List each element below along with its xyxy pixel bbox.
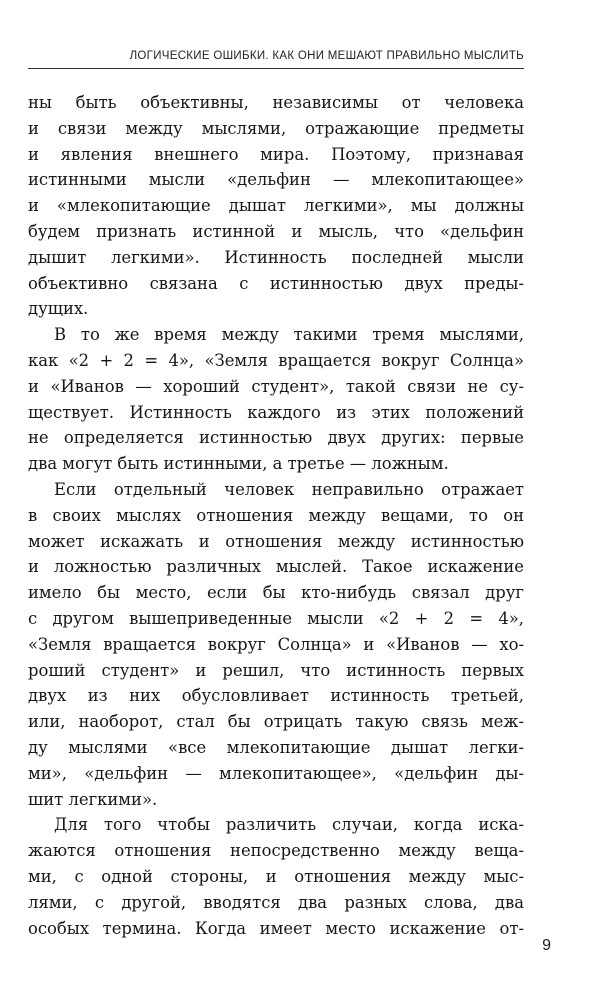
text-line: будем признать истинной и мысль, что «дельфин bbox=[28, 221, 524, 241]
running-header: ЛОГИЧЕСКИЕ ОШИБКИ. КАК ОНИ МЕШАЮТ ПРАВИЛЬНО МЫСЛИТЬ bbox=[28, 50, 524, 69]
text-line: дышит легкими». Истинность последней мысли bbox=[28, 247, 524, 267]
text-line: жаются отношения непосредственно между веща- bbox=[28, 841, 524, 861]
text-line: с другом вышеприведенные мысли «2 + 2 = 4», bbox=[28, 608, 524, 628]
text-line: ми, с одной стороны, и отношения между мыс- bbox=[28, 866, 524, 886]
text-line: Если отдельный человек неправильно отражает bbox=[54, 479, 524, 499]
text-line: и «млекопитающие дышат легкими», мы должны bbox=[28, 196, 524, 216]
text-line: истинными мысли «дельфин — млекопитающее» bbox=[28, 170, 524, 190]
text-line: объективно связана с истинностью двух преды- bbox=[28, 273, 524, 293]
text-line: В то же время между такими тремя мыслями, bbox=[54, 325, 524, 345]
text-line: Для того чтобы различить случаи, когда иска- bbox=[54, 815, 524, 835]
text-line: или, наоборот, стал бы отрицать такую связь меж- bbox=[28, 712, 524, 732]
text-line: в своих мыслях отношения между вещами, то он bbox=[28, 505, 524, 525]
text-line: дущих. bbox=[28, 299, 89, 319]
text-line: роший студент» и решил, что истинность первых bbox=[28, 660, 524, 680]
text-line: ми», «дельфин — млекопитающее», «дельфин ды- bbox=[28, 763, 524, 783]
text-line: и связи между мыслями, отражающие предметы bbox=[28, 118, 524, 138]
text-line: и явления внешнего мира. Поэтому, признавая bbox=[28, 144, 524, 164]
text-line: может искажать и отношения между истинностью bbox=[28, 531, 524, 551]
text-line: как «2 + 2 = 4», «Земля вращается вокруг Солнца» bbox=[28, 350, 524, 370]
text-line: не определяется истинностью двух других: первые bbox=[28, 428, 524, 448]
body-text bbox=[28, 90, 524, 941]
text-line: ду мыслями «все млекопитающие дышат легки- bbox=[28, 737, 524, 757]
text-line: двух из них обусловливает истинность третьей, bbox=[28, 686, 524, 706]
text-line: ны быть объективны, независимы от человека bbox=[28, 93, 524, 112]
text-line: ществует. Истинность каждого из этих положений bbox=[28, 402, 524, 422]
page-number: 9 bbox=[542, 937, 551, 954]
text-line: имело бы место, если бы кто-нибудь связал друг bbox=[28, 583, 524, 603]
text-line: и «Иванов — хороший студент», такой связи не су- bbox=[28, 376, 524, 396]
text-line: два могут быть истинными, а третье — ложным. bbox=[28, 454, 449, 474]
text-line: и ложностью различных мыслей. Такое искажение bbox=[28, 557, 524, 577]
text-line: «Земля вращается вокруг Солнца» и «Иванов — хо- bbox=[28, 634, 524, 654]
text-line: особых термина. Когда имеет место искажение от- bbox=[28, 918, 524, 938]
text-line: шит легкими». bbox=[28, 789, 158, 809]
text-line: лями, с другой, вводятся два разных слова, два bbox=[28, 892, 524, 912]
